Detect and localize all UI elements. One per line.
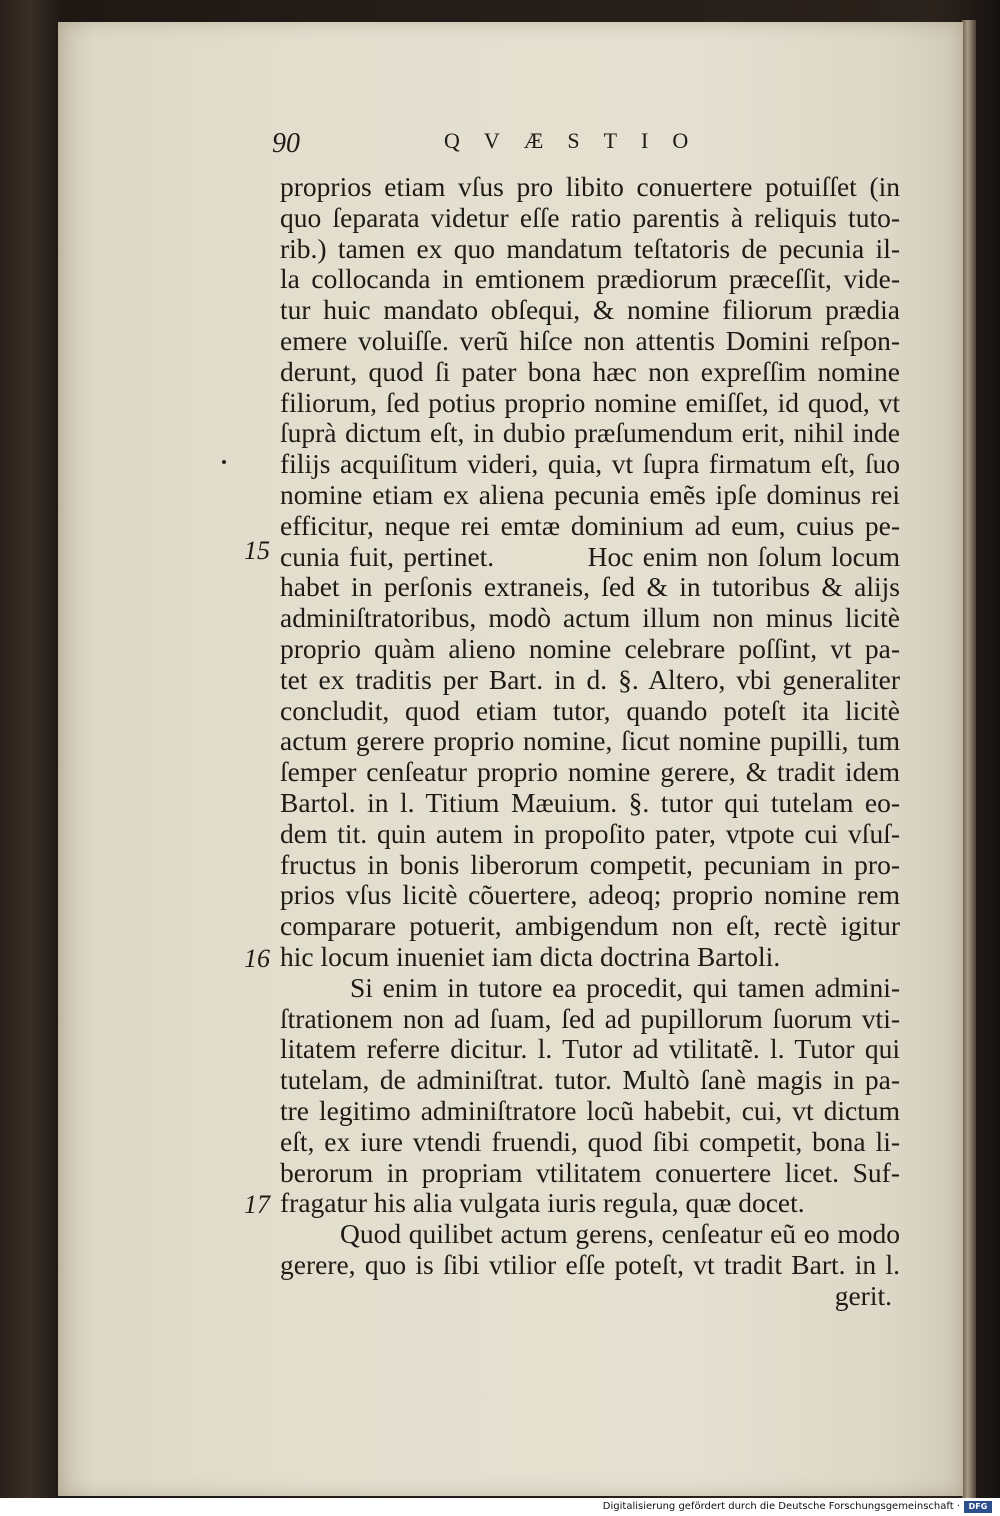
text-line: Bartol. in l. Titium Mæuium. §. tutor qui tutelam eo- (280, 786, 900, 818)
text-line: hic locum inueniet iam dicta doctrina Bartoli. (280, 940, 781, 972)
margin-number: 17 (244, 1190, 270, 1219)
text-line: actum gerere proprio nomine, ſicut nomine pupilli, tum (280, 725, 900, 757)
text-line: berorum in propriam vtilitatem conuertere licet. Suf- (280, 1156, 900, 1188)
text-line: tre legitimo adminiſtratore locũ habebit, cui, vt dictum (280, 1094, 900, 1126)
text-line: litatem referre dicitur. l. Tutor ad vtilitatẽ. l. Tutor qui (280, 1033, 900, 1065)
ink-speck (222, 460, 226, 464)
text-line: ſtrationem non ad ſuam, ſed ad pupillorum ſuorum vti- (280, 1002, 900, 1034)
text-line: fragatur his alia vulgata iuris regula, quæ docet. (280, 1187, 805, 1219)
text-line: proprios etiam vſus pro libito conuertere potuiſſet (in (280, 171, 900, 202)
text-line: habet in perſonis extraneis, ſed & in tutoribus & alijs (280, 571, 900, 603)
dfg-logo: DFG (964, 1501, 992, 1513)
text-line: derunt, quod ſi pater bona hæc non expreſſim nomine (280, 355, 900, 387)
body-text (280, 172, 900, 1311)
catchword: gerit. (834, 1279, 892, 1311)
text-line: prios vſus licitè cõuertere, adeoq; proprio nomine rem (280, 879, 900, 911)
margin-number: 16 (244, 944, 270, 973)
text-line: filijs acquiſitum videri, quia, vt ſupra firmatum eſt, ſuo (280, 448, 900, 480)
text-line: fructus in bonis liberorum competit, pecuniam in pro- (280, 848, 900, 880)
text-line: cunia fuit, pertinet. Hoc enim non ſolum locum (280, 540, 900, 572)
text-line: ſemper cenſeatur proprio nomine gerere, & tradit idem (280, 756, 900, 788)
text-line: la collocanda in emtionem prædiorum præceſſit, vide- (280, 263, 900, 295)
text-line: nomine etiam ex aliena pecunia emẽs ipſe dominus rei (280, 478, 900, 510)
text-line: ſuprà dictum eſt, in dubio præſumendum erit, nihil inde (280, 417, 900, 449)
page-header (272, 124, 732, 164)
text-line: Si enim in tutore ea procedit, qui tamen admini- (350, 971, 900, 1003)
text-line: efficitur, neque rei emtæ dominium ad eum, cuius pe- (280, 509, 900, 541)
text-line: quo ſeparata videtur eſſe ratio parentis à reliquis tuto- (280, 201, 900, 233)
text-line: eſt, ex iure vtendi fruendi, quod ſibi competit, bona li- (280, 1125, 900, 1157)
text-line: proprio quàm alieno nomine celebrare poſſint, vt pa- (280, 632, 900, 664)
text-line: Quod quilibet actum gerens, cenſeatur eũ eo modo (340, 1218, 900, 1250)
text-line: rib.) tamen ex quo mandatum teſtatoris de pecunia il- (280, 232, 900, 264)
text-line: emere voluiſſe. verũ hiſce non attentis Domini reſpon- (280, 324, 900, 356)
text-line: tur huic mandato obſequi, & nomine filiorum prædia (280, 294, 900, 326)
text-line: gerere, quo is ſibi vtilior eſſe poteſt, vt tradit Bart. in l. (280, 1248, 900, 1280)
text-line: concludit, quod etiam tutor, quando poteſt ita licitè (280, 694, 900, 726)
page-number: 90 (272, 128, 300, 159)
text-line: adminiſtratoribus, modò actum illum non minus licitè (280, 602, 900, 634)
text-line: tet ex traditis per Bart. in d. §. Altero, vbi generaliter (280, 663, 900, 695)
text-line: tutelam, de adminiſtrat. tutor. Multò ſanè magis in pa- (280, 1064, 900, 1096)
text-line: dem tit. quin autem in propoſito pater, vtpote cui vſuſ- (280, 817, 900, 849)
page-edge (962, 20, 976, 1498)
funding-notice: Digitalisierung gefördert durch die Deutsche Forschungsgemeinschaft · (602, 1501, 960, 1512)
footer-bar (0, 1498, 1000, 1516)
running-head: QVÆSTIO (444, 128, 713, 153)
text-line: filiorum, ſed potius proprio nomine emiſſet, id quod, vt (280, 386, 900, 418)
margin-number: 15 (244, 536, 270, 565)
text-line: comparare potuerit, ambigendum non eſt, rectè igitur (280, 910, 900, 942)
